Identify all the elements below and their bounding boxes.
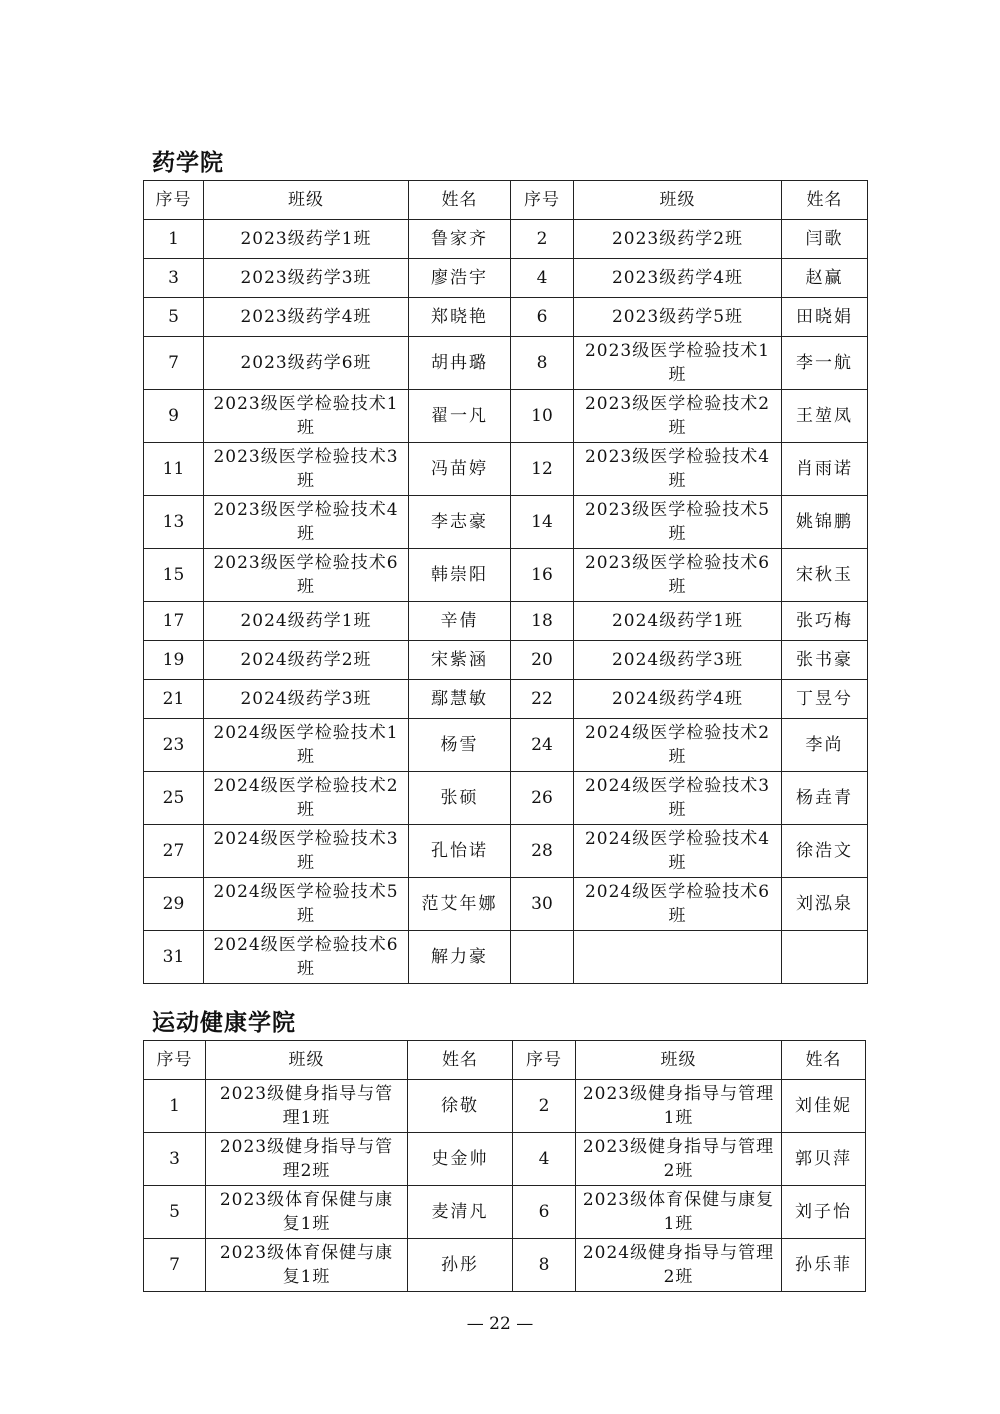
student-name-cell: 解力豪 — [409, 931, 511, 984]
header-name: 姓名 — [408, 1041, 513, 1080]
class-cell: 2023级健身指导与管理1班 — [576, 1080, 782, 1133]
table-row — [144, 390, 868, 443]
serial-number-cell: 13 — [144, 496, 204, 549]
student-name-cell: 孔怡诺 — [409, 825, 511, 878]
header-class: 班级 — [574, 181, 782, 220]
pharmacy-roster-table — [143, 180, 868, 984]
serial-number-cell: 15 — [144, 549, 204, 602]
serial-number-cell: 27 — [144, 825, 204, 878]
student-name-cell: 李志豪 — [409, 496, 511, 549]
serial-number-cell: 16 — [511, 549, 574, 602]
student-name-cell: 李尚 — [782, 719, 868, 772]
student-name-cell: 郑晓艳 — [409, 298, 511, 337]
student-name-cell — [782, 931, 868, 984]
serial-number-cell: 1 — [144, 1080, 206, 1133]
student-name-cell: 鲁家齐 — [409, 220, 511, 259]
class-cell: 2024级医学检验技术6班 — [204, 931, 409, 984]
student-name-cell: 姚锦鹏 — [782, 496, 868, 549]
serial-number-cell: 30 — [511, 878, 574, 931]
serial-number-cell: 6 — [511, 298, 574, 337]
student-name-cell: 翟一凡 — [409, 390, 511, 443]
table-row — [144, 641, 868, 680]
table-row — [144, 337, 868, 390]
header-class: 班级 — [204, 181, 409, 220]
table-header — [144, 181, 868, 220]
table-row — [144, 878, 868, 931]
serial-number-cell: 1 — [144, 220, 204, 259]
student-name-cell: 麦清凡 — [408, 1186, 513, 1239]
student-name-cell: 张硕 — [409, 772, 511, 825]
student-name-cell: 杨雪 — [409, 719, 511, 772]
table-row — [144, 825, 868, 878]
class-cell: 2024级医学检验技术1班 — [204, 719, 409, 772]
table-row — [144, 496, 868, 549]
class-cell: 2024级药学4班 — [574, 680, 782, 719]
serial-number-cell: 31 — [144, 931, 204, 984]
class-cell: 2023级药学3班 — [204, 259, 409, 298]
header-no: 序号 — [144, 1041, 206, 1080]
student-name-cell: 王堃凤 — [782, 390, 868, 443]
student-name-cell: 赵赢 — [782, 259, 868, 298]
serial-number-cell: 25 — [144, 772, 204, 825]
table-row — [144, 1133, 866, 1186]
header-row — [144, 181, 868, 220]
header-no: 序号 — [511, 181, 574, 220]
class-cell: 2024级药学1班 — [204, 602, 409, 641]
class-cell: 2023级健身指导与管理2班 — [576, 1133, 782, 1186]
student-name-cell: 张书豪 — [782, 641, 868, 680]
serial-number-cell: 19 — [144, 641, 204, 680]
class-cell: 2023级医学检验技术1班 — [574, 337, 782, 390]
class-cell: 2023级药学4班 — [574, 259, 782, 298]
serial-number-cell: 21 — [144, 680, 204, 719]
student-name-cell: 韩崇阳 — [409, 549, 511, 602]
serial-number-cell: 22 — [511, 680, 574, 719]
student-name-cell: 肖雨诺 — [782, 443, 868, 496]
student-name-cell: 冯苗婷 — [409, 443, 511, 496]
table-row — [144, 772, 868, 825]
serial-number-cell: 3 — [144, 1133, 206, 1186]
class-cell: 2024级健身指导与管理2班 — [576, 1239, 782, 1292]
student-name-cell: 史金帅 — [408, 1133, 513, 1186]
class-cell: 2023级医学检验技术5班 — [574, 496, 782, 549]
table-row — [144, 220, 868, 259]
serial-number-cell: 28 — [511, 825, 574, 878]
serial-number-cell: 2 — [511, 220, 574, 259]
student-name-cell: 宋紫涵 — [409, 641, 511, 680]
serial-number-cell: 8 — [511, 337, 574, 390]
class-cell — [574, 931, 782, 984]
class-cell: 2023级医学检验技术6班 — [204, 549, 409, 602]
serial-number-cell: 9 — [144, 390, 204, 443]
class-cell: 2024级医学检验技术3班 — [574, 772, 782, 825]
serial-number-cell: 5 — [144, 298, 204, 337]
student-name-cell: 范艾年娜 — [409, 878, 511, 931]
serial-number-cell: 10 — [511, 390, 574, 443]
class-cell: 2024级医学检验技术6班 — [574, 878, 782, 931]
serial-number-cell: 8 — [513, 1239, 576, 1292]
class-cell: 2024级医学检验技术4班 — [574, 825, 782, 878]
header-class: 班级 — [206, 1041, 408, 1080]
class-cell: 2023级药学4班 — [204, 298, 409, 337]
student-name-cell: 张巧梅 — [782, 602, 868, 641]
table-row — [144, 680, 868, 719]
page-number: — 22 — — [466, 1314, 534, 1334]
table-body — [144, 1080, 866, 1292]
student-name-cell: 刘佳妮 — [782, 1080, 866, 1133]
class-cell: 2023级医学检验技术4班 — [574, 443, 782, 496]
serial-number-cell: 7 — [144, 337, 204, 390]
header-no: 序号 — [144, 181, 204, 220]
serial-number-cell: 4 — [513, 1133, 576, 1186]
class-cell: 2024级药学1班 — [574, 602, 782, 641]
header-class: 班级 — [576, 1041, 782, 1080]
class-cell: 2023级体育保健与康复1班 — [206, 1239, 408, 1292]
header-name: 姓名 — [782, 1041, 866, 1080]
table-header — [144, 1041, 866, 1080]
serial-number-cell: 17 — [144, 602, 204, 641]
serial-number-cell: 26 — [511, 772, 574, 825]
student-name-cell: 徐敬 — [408, 1080, 513, 1133]
class-cell: 2023级健身指导与管理1班 — [206, 1080, 408, 1133]
table-row — [144, 1080, 866, 1133]
serial-number-cell: 29 — [144, 878, 204, 931]
serial-number-cell: 20 — [511, 641, 574, 680]
table-row — [144, 602, 868, 641]
class-cell: 2024级医学检验技术2班 — [204, 772, 409, 825]
class-cell: 2023级体育保健与康复1班 — [576, 1186, 782, 1239]
student-name-cell: 闫歌 — [782, 220, 868, 259]
serial-number-cell: 18 — [511, 602, 574, 641]
class-cell: 2024级医学检验技术2班 — [574, 719, 782, 772]
header-name: 姓名 — [782, 181, 868, 220]
class-cell: 2023级健身指导与管理2班 — [206, 1133, 408, 1186]
class-cell: 2023级药学5班 — [574, 298, 782, 337]
class-cell: 2023级药学6班 — [204, 337, 409, 390]
serial-number-cell: 4 — [511, 259, 574, 298]
header-no: 序号 — [513, 1041, 576, 1080]
serial-number-cell: 3 — [144, 259, 204, 298]
table-row — [144, 298, 868, 337]
table-row — [144, 1239, 866, 1292]
section-title-pharmacy: 药学院 — [152, 150, 224, 176]
student-name-cell: 杨垚青 — [782, 772, 868, 825]
class-cell: 2024级药学2班 — [204, 641, 409, 680]
student-name-cell: 胡冉璐 — [409, 337, 511, 390]
serial-number-cell — [511, 931, 574, 984]
student-name-cell: 孙乐菲 — [782, 1239, 866, 1292]
class-cell: 2023级医学检验技术4班 — [204, 496, 409, 549]
serial-number-cell: 24 — [511, 719, 574, 772]
student-name-cell: 刘泓泉 — [782, 878, 868, 931]
class-cell: 2023级医学检验技术6班 — [574, 549, 782, 602]
serial-number-cell: 7 — [144, 1239, 206, 1292]
table-row — [144, 259, 868, 298]
class-cell: 2024级药学3班 — [204, 680, 409, 719]
table-body — [144, 220, 868, 984]
table-row — [144, 719, 868, 772]
table-row — [144, 549, 868, 602]
class-cell: 2023级医学检验技术3班 — [204, 443, 409, 496]
class-cell: 2024级药学3班 — [574, 641, 782, 680]
class-cell: 2024级医学检验技术3班 — [204, 825, 409, 878]
table-row — [144, 1186, 866, 1239]
class-cell: 2023级医学检验技术2班 — [574, 390, 782, 443]
sports-health-roster-table — [143, 1040, 866, 1292]
serial-number-cell: 6 — [513, 1186, 576, 1239]
student-name-cell: 廖浩宇 — [409, 259, 511, 298]
serial-number-cell: 14 — [511, 496, 574, 549]
class-cell: 2023级药学2班 — [574, 220, 782, 259]
student-name-cell: 宋秋玉 — [782, 549, 868, 602]
student-name-cell: 徐浩文 — [782, 825, 868, 878]
student-name-cell: 鄢慧敏 — [409, 680, 511, 719]
class-cell: 2023级医学检验技术1班 — [204, 390, 409, 443]
table-row — [144, 443, 868, 496]
serial-number-cell: 23 — [144, 719, 204, 772]
student-name-cell: 孙彤 — [408, 1239, 513, 1292]
header-name: 姓名 — [409, 181, 511, 220]
serial-number-cell: 12 — [511, 443, 574, 496]
class-cell: 2023级药学1班 — [204, 220, 409, 259]
student-name-cell: 田晓娟 — [782, 298, 868, 337]
student-name-cell: 李一航 — [782, 337, 868, 390]
serial-number-cell: 5 — [144, 1186, 206, 1239]
student-name-cell: 刘子怡 — [782, 1186, 866, 1239]
class-cell: 2023级体育保健与康复1班 — [206, 1186, 408, 1239]
serial-number-cell: 2 — [513, 1080, 576, 1133]
serial-number-cell: 11 — [144, 443, 204, 496]
student-name-cell: 辛倩 — [409, 602, 511, 641]
header-row — [144, 1041, 866, 1080]
section-title-sports-health: 运动健康学院 — [152, 1010, 296, 1036]
table-row — [144, 931, 868, 984]
student-name-cell: 丁昱兮 — [782, 680, 868, 719]
student-name-cell: 郭贝萍 — [782, 1133, 866, 1186]
class-cell: 2024级医学检验技术5班 — [204, 878, 409, 931]
